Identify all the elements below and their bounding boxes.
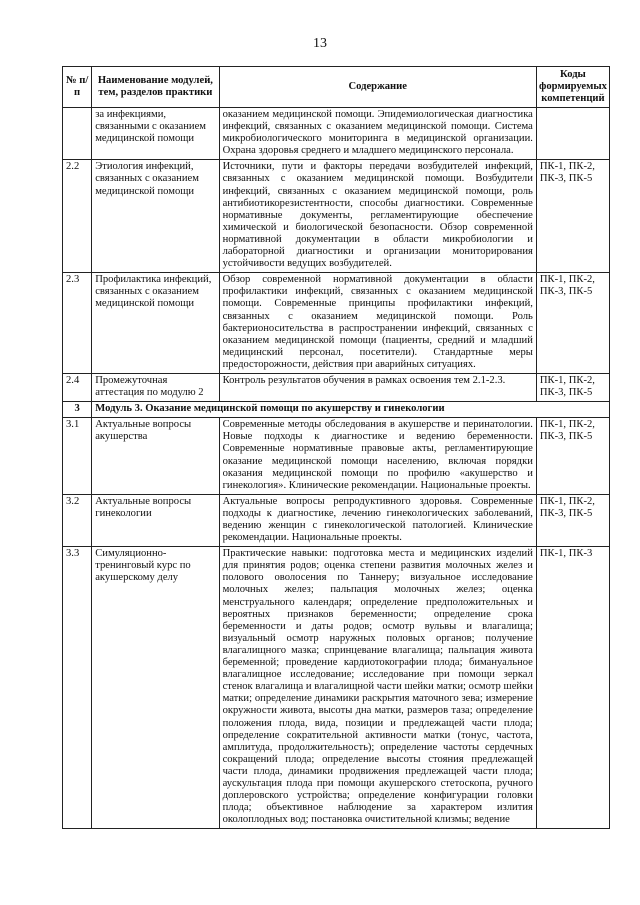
- row-name: за инфекциями, связанными с оказанием медицинской помощи: [92, 108, 219, 160]
- table-row: [63, 373, 610, 401]
- row-num: 2.2: [63, 160, 92, 273]
- table-row: [63, 160, 610, 273]
- row-num: 2.3: [63, 273, 92, 374]
- row-name: Промежуточная аттестация по модулю 2: [92, 373, 219, 401]
- module-row: [63, 402, 610, 418]
- row-name: Симуляционно-тренинговый курс по акушерскому делу: [92, 547, 219, 829]
- row-num: 3.1: [63, 418, 92, 495]
- row-codes: ПК-1, ПК-2, ПК-3, ПК-5: [536, 494, 609, 546]
- row-codes: ПК-1, ПК-2, ПК-3, ПК-5: [536, 273, 609, 374]
- row-codes: ПК-1, ПК-2, ПК-3, ПК-5: [536, 373, 609, 401]
- module-title: Модуль 3. Оказание медицинской помощи по акушерству и гинекологии: [92, 402, 610, 418]
- row-content: оказанием медицинской помощи. Эпидемиологическая диагностика инфекций, связанных с оказанием медицинской помощи. Система микробиологического мониторинга в медицинской организации. Охрана здоровья среднего и младшего медицинского персонала.: [219, 108, 536, 160]
- row-content: Практические навыки: подготовка места и медицинских изделий для принятия родов; оценка степени развития молочных желез и полового оволосения по Таннеру; визуальное исследование молочных желез; пальпация молочных желез; оценка менструального календаря; определение предположительных и вероятных признаков беременности; определение срока беременности и даты родов; осмотр вульвы и влагалища; визуальный осмотр наружных половых органов; получение влагалищного мазка; спринцевание влагалища; пальпация живота беременной; проведение кардиотокографии плода; бимануальное влагалищное исследование; исследование при помощи зеркал стенок влагалища и влагалищной части шейки матки; осмотр шейки матки; определение динамики раскрытия маточного зева; измерение окружности живота, высоты дна матки, размеров таза; определение положения плода, вида, позиции и предлежащей части плода; определение сократительной активности матки (тонус, частота, амплитуда, продолжительность); определение частоты сердечных сокращений плода; определение высоты стояния предлежащей части плода, динамики продвижения предлежащей части плода; аускультация плода при помощи акушерского стетоскопа, ручного доплеровского устройства; определение конфигурации головки плода; объективное наблюдение за характером излития околоплодных вод; постановка очистительной клизмы; ведение: [219, 547, 536, 829]
- header-num: № п/п: [63, 67, 92, 108]
- row-codes: ПК-1, ПК-2, ПК-3, ПК-5: [536, 160, 609, 273]
- table-row: [63, 547, 610, 829]
- row-name: Этиология инфекций, связанных с оказанием медицинской помощи: [92, 160, 219, 273]
- row-num: [63, 108, 92, 160]
- row-name: Актуальные вопросы акушерства: [92, 418, 219, 495]
- table-row: [63, 108, 610, 160]
- row-name: Профилактика инфекций, связанных с оказанием медицинской помощи: [92, 273, 219, 374]
- page-number: 13: [313, 36, 327, 51]
- row-content: Актуальные вопросы репродуктивного здоровья. Современные подходы к диагностике, лечению гинекологических заболеваний, ведению женщин с гинекологической патологией. Клинические рекомендации. Национальные проекты.: [219, 494, 536, 546]
- header-content: Содержание: [219, 67, 536, 108]
- module-num: 3: [63, 402, 92, 418]
- row-num: 3.3: [63, 547, 92, 829]
- table-row: [63, 418, 610, 495]
- row-codes: [536, 108, 609, 160]
- table-row: [63, 494, 610, 546]
- row-num: 3.2: [63, 494, 92, 546]
- header-name: Наименование модулей, тем, разделов практики: [92, 67, 219, 108]
- table-header-row: [63, 67, 610, 108]
- row-codes: ПК-1, ПК-3: [536, 547, 609, 829]
- row-name: Актуальные вопросы гинекологии: [92, 494, 219, 546]
- row-codes: ПК-1, ПК-2, ПК-3, ПК-5: [536, 418, 609, 495]
- curriculum-table: [62, 66, 610, 829]
- row-content: Обзор современной нормативной документации в области профилактики инфекций, связанных с оказанием медицинской помощи. Современные принципы профилактики инфекций, связанных с оказанием медицинской помощи. Роль бактерионосительства в распространении инфекций, связанных с оказанием медицинской помощи (пациенты, средний и младший медицинский персонал, посетители). Стандартные меры предосторожности, действия при аварийных ситуациях.: [219, 273, 536, 374]
- header-codes: Коды формируемых компетенций: [536, 67, 609, 108]
- row-content: Источники, пути и факторы передачи возбудителей инфекций, связанных с оказанием медицинской помощи. Возбудители инфекций, связанных с оказанием медицинской помощи, роль антибиотикорезистентности, способы диагностики. Современные нормативные документы, регламентирующие обеспечение химической и биологической безопасности. Обзор современной нормативной документации в области микробиологии и лабораторной диагностики и организации мониторирования устойчивости ведущих возбудителей.: [219, 160, 536, 273]
- row-num: 2.4: [63, 373, 92, 401]
- row-content: Современные методы обследования в акушерстве и перинатологии. Новые подходы к диагностике и ведению беременности. Современные нормативные правовые акты, регламентирующие оказание медицинской помощи населению, включая порядки оказания медицинской помощи по профилю «акушерство и гинекология». Клинические рекомендации. Национальные проекты.: [219, 418, 536, 495]
- row-content: Контроль результатов обучения в рамках освоения тем 2.1-2.3.: [219, 373, 536, 401]
- table-row: [63, 273, 610, 374]
